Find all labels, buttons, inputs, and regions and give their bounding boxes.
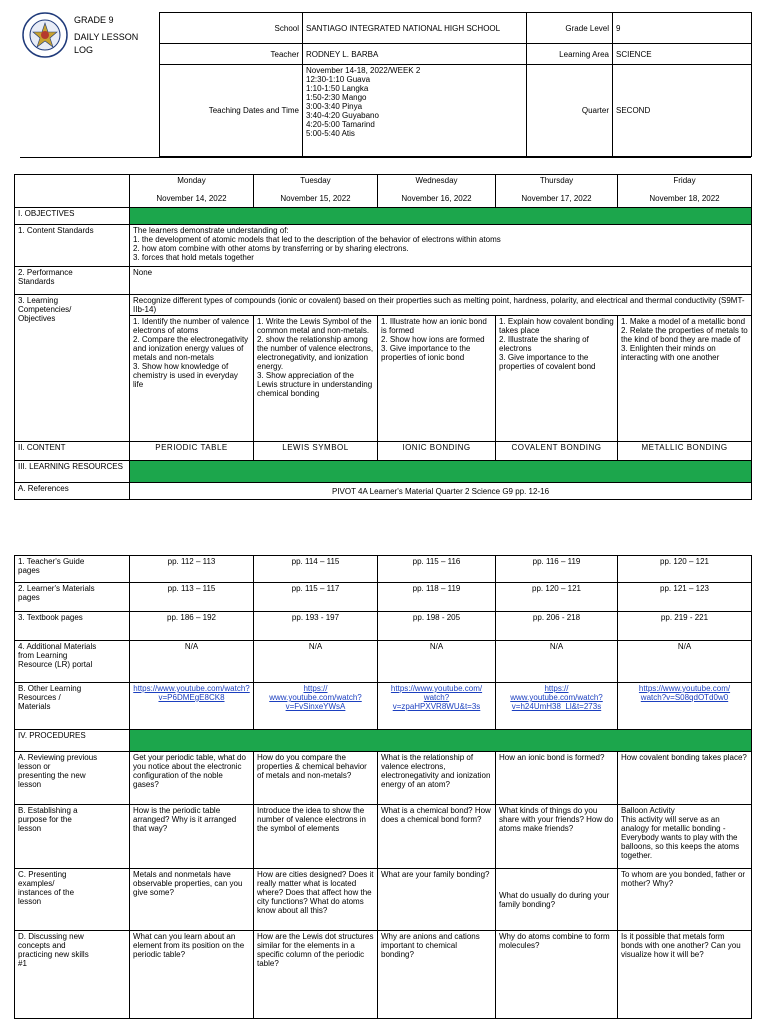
school-label: School [160,13,303,44]
procedure-d-label: D. Discussing new concepts and practicing new skills #1 [15,931,130,1019]
topic-tuesday: LEWIS SYMBOL [254,442,378,461]
teacher-label: Teacher [160,44,303,65]
topic-monday: PERIODIC TABLE [130,442,254,461]
performance-standards-value: None [130,267,752,295]
teacher-value: RODNEY L. BARBA [303,44,527,65]
day-header-friday: Friday November 18, 2022 [618,175,752,208]
references-label: A. References [15,483,130,500]
procedure-c-label: C. Presenting examples/ instances of the lesson [15,869,130,931]
procedure-d-friday: Is it possible that metals form bonds with one another? Can you visualize how it will be? [618,931,752,1019]
quarter-value: SECOND [613,65,752,157]
additional-thursday: N/A [496,641,618,683]
teachers-guide-friday: pp. 120 – 121 [618,556,752,583]
additional-wednesday: N/A [378,641,496,683]
daily-objective-wednesday: 1. Illustrate how an ionic bond is formed 2. Show how ions are formed 3. Give importance to the properties of ionic bond [378,316,496,442]
learners-materials-wednesday: pp. 118 – 119 [378,583,496,612]
content-standards-label: 1. Content Standards [15,225,130,267]
grade-level-label: Grade Level [527,13,613,44]
procedure-b-wednesday: What is a chemical bond? How does a chemical bond form? [378,805,496,869]
procedure-b-label: B. Establishing a purpose for the lesson [15,805,130,869]
dates-value: November 14-18, 2022/WEEK 2 12:30-1:10 Guava 1:10-1:50 Langka 1:50-2:30 Mango 3:00-3:40 Pinya 3:40-4:20 Guyabano 4:20-5:00 Tamarind 5:00-5:40 Atis [303,65,527,157]
procedure-a-wednesday: What is the relationship of valence electrons, electronegativity and ionization energy of an atom? [378,752,496,805]
header-table [159,12,752,157]
teachers-guide-label: 1. Teacher's Guide pages [15,556,130,583]
day-header-wednesday: Wednesday November 16, 2022 [378,175,496,208]
procedure-c-monday: Metals and nonmetals have observable properties, can you give some? [130,869,254,931]
daily-objective-thursday: 1. Explain how covalent bonding takes place 2. Illustrate the sharing of electrons 3. Give importance to the properties of covalent bond [496,316,618,442]
teachers-guide-tuesday: pp. 114 – 115 [254,556,378,583]
daily-lesson-log-label: DAILY LESSON LOG [74,32,139,55]
procedure-d-monday: What can you learn about an element from its position on the periodic table? [130,931,254,1019]
additional-materials-label: 4. Additional Materials from Learning Resource (LR) portal [15,641,130,683]
youtube-link-monday[interactable]: https://www.youtube.com/watch?v=P6DMEgE8CK8 [133,684,250,702]
procedure-d-wednesday: Why are anions and cations important to chemical bonding? [378,931,496,1019]
learners-materials-friday: pp. 121 – 123 [618,583,752,612]
procedures-heading: IV. PROCEDURES [15,730,130,752]
youtube-link-wednesday[interactable]: https://www.youtube.com/ watch? v=zpaHPXVR8WU&t=3s [390,684,483,711]
procedure-d-tuesday: How are the Lewis dot structures similar for the elements in a specific column of the periodic table? [254,931,378,1019]
header-bottom-rule [20,157,751,158]
procedure-b-tuesday: Introduce the idea to show the number of valence electrons in the symbol of elements [254,805,378,869]
textbook-tuesday: pp. 193 - 197 [254,612,378,641]
textbook-label: 3. Textbook pages [15,612,130,641]
textbook-wednesday: pp. 198 - 205 [378,612,496,641]
learners-materials-tuesday: pp. 115 – 117 [254,583,378,612]
procedure-a-tuesday: How do you compare the properties & chemical behavior of metals and non-metals? [254,752,378,805]
procedure-c-tuesday: How are cities designed? Does it really matter what is located where? Does that affect how the city functions? What do atoms know about all this? [254,869,378,931]
day-header-thursday: Thursday November 17, 2022 [496,175,618,208]
resources-green-bar [130,461,752,483]
procedure-d-thursday: Why do atoms combine to form molecules? [496,931,618,1019]
learning-area-label: Learning Area [527,44,613,65]
learners-materials-label: 2. Learner's Materials pages [15,583,130,612]
school-value: SANTIAGO INTEGRATED NATIONAL HIGH SCHOOL [303,13,527,44]
competencies-label: 3. Learning Competencies/ Objectives [15,295,130,442]
grade-label: GRADE 9 [74,15,114,25]
teachers-guide-thursday: pp. 116 – 119 [496,556,618,583]
deped-seal-logo [22,12,68,58]
quarter-label: Quarter [527,65,613,157]
procedure-a-thursday: How an ionic bond is formed? [496,752,618,805]
learning-resources-heading: III. LEARNING RESOURCES [15,461,130,483]
additional-friday: N/A [618,641,752,683]
lesson-plan-table [14,174,752,500]
lesson-plan-table-continued [14,555,752,1019]
learning-area-value: SCIENCE [613,44,752,65]
topic-thursday: COVALENT BONDING [496,442,618,461]
procedure-c-friday: To whom are you bonded, father or mother? Why? [618,869,752,931]
other-resources-label: B. Other Learning Resources / Materials [15,683,130,730]
dates-label: Teaching Dates and Time [160,65,303,157]
teachers-guide-wednesday: pp. 115 – 116 [378,556,496,583]
daily-objective-monday: 1. Identify the number of valence electrons of atoms 2. Compare the electronegativity and ionization energy values of metals and non-metals 3. Show how knowledge of chemistry is used in everyday life [130,316,254,442]
teachers-guide-monday: pp. 112 – 113 [130,556,254,583]
objectives-heading: I. OBJECTIVES [15,208,130,225]
content-label: II. CONTENT [15,442,130,461]
grade-level-value: 9 [613,13,752,44]
procedure-c-thursday: What do usually do during your family bonding? [496,869,618,931]
day-header-monday: Monday November 14, 2022 [130,175,254,208]
additional-tuesday: N/A [254,641,378,683]
youtube-link-tuesday[interactable]: https:// www.youtube.com/watch? v=FvSinxeYWsA [269,684,362,711]
daily-objective-tuesday: 1. Write the Lewis Symbol of the common metal and non-metals. 2. show the relationship among the number of valence electrons, electronegativity, and ionization energy. 3. Show appreciation of the Lewis structure in understanding chemical bonding [254,316,378,442]
procedure-a-friday: How covalent bonding takes place? [618,752,752,805]
corner-cell [15,175,130,208]
competencies-value: Recognize different types of compounds (ionic or covalent) based on their properties such as melting point, hardness, polarity, and electrical and thermal conductivity (S9MT-IIb-14) [130,295,752,316]
procedure-b-thursday: What kinds of things do you share with your friends? How do atoms make friends? [496,805,618,869]
textbook-thursday: pp. 206 - 218 [496,612,618,641]
daily-objective-friday: 1. Make a model of a metallic bond 2. Relate the properties of metals to the kind of bond they are made of 3. Enlighten their minds on interacting with one another [618,316,752,442]
textbook-monday: pp. 186 – 192 [130,612,254,641]
procedure-a-label: A. Reviewing previous lesson or presenting the new lesson [15,752,130,805]
procedure-b-monday: How is the periodic table arranged? Why is it arranged that way? [130,805,254,869]
additional-monday: N/A [130,641,254,683]
day-header-tuesday: Tuesday November 15, 2022 [254,175,378,208]
youtube-link-thursday[interactable]: https:// www.youtube.com/watch? v=h24UmH38_Ll&t=273s [510,684,603,711]
content-standards-value: The learners demonstrate understanding of: 1. the development of atomic models that led to the description of the behavior of electrons within atoms 2. how atom combine with other atoms by transferring or by sharing electrons. 3. forces that hold metals together [130,225,752,267]
performance-standards-label: 2. Performance Standards [15,267,130,295]
procedure-a-monday: Get your periodic table, what do you notice about the electronic configuration of the noble gases? [130,752,254,805]
references-value: PIVOT 4A Learner's Material Quarter 2 Science G9 pp. 12-16 [130,483,752,500]
learners-materials-monday: pp. 113 – 115 [130,583,254,612]
learners-materials-thursday: pp. 120 – 121 [496,583,618,612]
topic-wednesday: IONIC BONDING [378,442,496,461]
textbook-friday: pp. 219 - 221 [618,612,752,641]
topic-friday: METALLIC BONDING [618,442,752,461]
procedure-c-wednesday: What are your family bonding? [378,869,496,931]
objectives-green-bar [130,208,752,225]
procedures-green-bar [130,730,752,752]
youtube-link-friday[interactable]: https://www.youtube.com/ watch?v=S08qdOTd0w0 [638,684,731,702]
procedure-b-friday: Balloon Activity This activity will serve as an analogy for metallic bonding - Everybody wants to play with the balloons, so this keeps the atoms together. [618,805,752,869]
